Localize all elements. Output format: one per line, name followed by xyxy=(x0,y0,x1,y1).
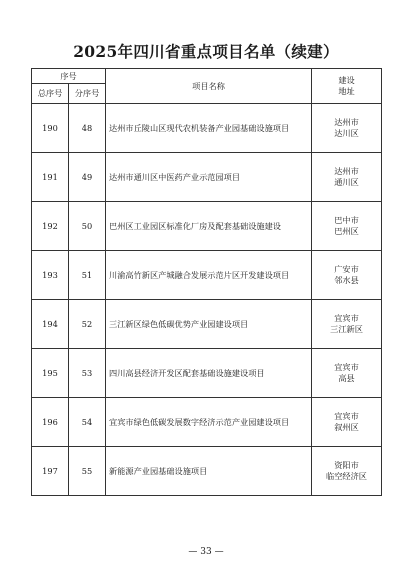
table-row xyxy=(32,153,382,202)
sub-seq-cell: 55 xyxy=(69,447,106,496)
project-name-cell: 宜宾市绿色低碳发展数字经济示范产业园建设项目 xyxy=(106,398,312,447)
table-row xyxy=(32,349,382,398)
project-name-cell: 四川高县经济开发区配套基础设施建设项目 xyxy=(106,349,312,398)
total-seq-cell: 190 xyxy=(32,104,69,153)
location-city: 宜宾市 xyxy=(334,362,359,372)
page-number: — 33 — xyxy=(188,547,224,557)
location-district: 叙州区 xyxy=(334,422,359,432)
sub-seq-cell: 52 xyxy=(69,300,106,349)
location-cell xyxy=(312,202,382,251)
total-seq-cell: 197 xyxy=(32,447,69,496)
location-district: 通川区 xyxy=(334,177,359,187)
location-city: 巴中市 xyxy=(334,215,359,225)
sub-seq-cell: 54 xyxy=(69,398,106,447)
header-seq-group: 序号 xyxy=(32,69,106,84)
project-name-cell: 达州市通川区中医药产业示范园项目 xyxy=(106,153,312,202)
location-city: 资阳市 xyxy=(334,460,359,470)
location-cell xyxy=(312,251,382,300)
project-name-cell: 川渝高竹新区产城融合发展示范片区开发建设项目 xyxy=(106,251,312,300)
location-city: 达州市 xyxy=(334,166,359,176)
header-total-seq: 总序号 xyxy=(32,84,69,104)
sub-seq-cell: 53 xyxy=(69,349,106,398)
total-seq-cell: 194 xyxy=(32,300,69,349)
location-city: 达州市 xyxy=(334,117,359,127)
location-city: 宜宾市 xyxy=(334,411,359,421)
header-location-line2: 地址 xyxy=(338,86,355,96)
total-seq-cell: 191 xyxy=(32,153,69,202)
sub-seq-cell: 49 xyxy=(69,153,106,202)
table-row xyxy=(32,300,382,349)
header-project-name: 项目名称 xyxy=(106,69,312,104)
location-district: 临空经济区 xyxy=(326,471,367,481)
table-row xyxy=(32,251,382,300)
location-cell xyxy=(312,398,382,447)
sub-seq-cell: 48 xyxy=(69,104,106,153)
project-name-cell: 巴州区工业园区标准化厂房及配套基础设施建设 xyxy=(106,202,312,251)
location-district: 三江新区 xyxy=(330,324,363,334)
table-row xyxy=(32,202,382,251)
table-row xyxy=(32,104,382,153)
location-cell xyxy=(312,349,382,398)
total-seq-cell: 193 xyxy=(32,251,69,300)
total-seq-cell: 195 xyxy=(32,349,69,398)
sub-seq-cell: 51 xyxy=(69,251,106,300)
project-name-cell: 达州市丘陵山区现代农机装备产业园基础设施项目 xyxy=(106,104,312,153)
location-cell xyxy=(312,447,382,496)
total-seq-cell: 196 xyxy=(32,398,69,447)
location-district: 巴州区 xyxy=(334,226,359,236)
project-name-cell: 三江新区绿色低碳优势产业园建设项目 xyxy=(106,300,312,349)
header-sub-seq: 分序号 xyxy=(69,84,106,104)
location-cell xyxy=(312,104,382,153)
header-location xyxy=(312,69,382,104)
location-cell xyxy=(312,300,382,349)
page-title: 2025年四川省重点项目名单（续建） xyxy=(73,42,339,61)
location-district: 达川区 xyxy=(334,128,359,138)
location-city: 宜宾市 xyxy=(334,313,359,323)
location-district: 高县 xyxy=(338,373,355,383)
total-seq-cell: 192 xyxy=(32,202,69,251)
location-city: 广安市 xyxy=(334,264,359,274)
table-row xyxy=(32,398,382,447)
project-name-cell: 新能源产业园基础设施项目 xyxy=(106,447,312,496)
location-district: 邻水县 xyxy=(334,275,359,285)
location-cell xyxy=(312,153,382,202)
header-location-line1: 建设 xyxy=(338,75,355,85)
project-table xyxy=(31,68,382,496)
table-row xyxy=(32,447,382,496)
header-row-1 xyxy=(32,69,382,84)
sub-seq-cell: 50 xyxy=(69,202,106,251)
